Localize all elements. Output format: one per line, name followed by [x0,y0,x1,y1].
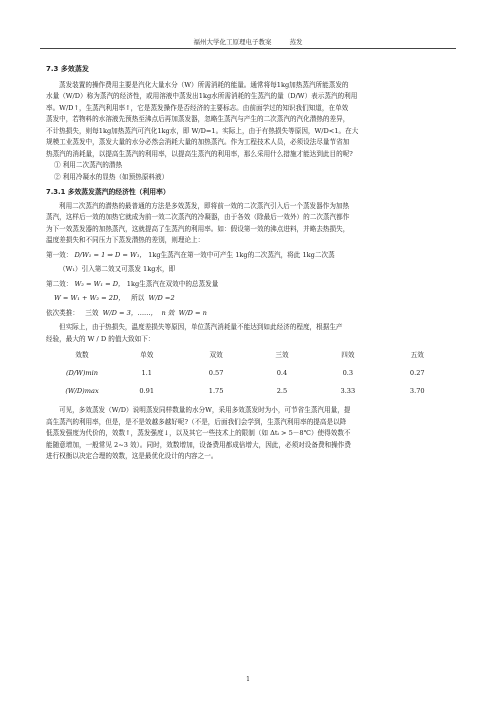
header-topic: 蒸发 [289,38,303,46]
first-effect-text: 1kg生蒸汽在第一效中可产生 1kg的二次蒸汽，将此 1kg二次蒸 [148,250,335,259]
table-cell: 1.1 [141,369,152,378]
conclusion-line-4: 能随意增加，一般常见 2~3 效）。同时，效数增加，设备费用都成倍增大，因此，必须对设备费和操作费 [46,440,351,449]
table-row-label: (W/D)max [65,387,99,396]
table-cell: 0.4 [276,369,288,378]
first-effect-continued: （W₁）引入第二效又可蒸发 1kg水，即 [59,265,176,273]
first-effect-label: 第一效： [46,250,73,259]
table-row-label: (D/W)min [65,369,99,378]
first-effect-equation [46,250,456,262]
sequence-label: 依次类推： [46,308,79,317]
intro-line-2: 水量（W/D）称为蒸汽的经济性，或用溶液中蒸发出1kg水所需消耗的生蒸汽的量（D/W）表示蒸汽的利用 [46,92,358,100]
sequence-equation [46,308,456,320]
body-line-4: 温度差损失和不同压力下蒸发潜热的差别，则理论上： [46,236,205,244]
second-effect-text: 1kg生蒸汽在双效中的总蒸发量 [126,279,219,288]
section-title: 7.3 多效蒸发 [46,65,89,73]
table-cell: 0.57 [208,369,224,378]
total-ratio: W/D =2 [148,294,175,302]
header-university: 福州大学化工原理电子教案 [193,38,272,46]
page-number: 1 [246,676,250,683]
first-effect-formula: D/W₁ = 1 ⇒ D = W₁， [74,250,147,259]
table-header-cell: 双效 [209,351,223,360]
page-content [46,64,456,463]
list-item: ① 利用二次蒸汽的潜热 [54,161,123,169]
second-effect-equation [46,279,456,291]
body-line-2: 蒸汽，这样后一效的加热它就成为前一效二次蒸汽的冷凝器，由于各效（除最后一效外）的二次蒸汽都作 [46,213,350,221]
intro-line-1: 蒸发装置的操作费用主要是汽化大量水分（W）所需消耗的能量。通常将每1kg加热蒸汽所能蒸发的 [59,80,349,89]
total-equation [54,293,456,305]
n-effect-label: n 效 [161,308,175,317]
three-effect-label: 三效 [85,308,99,317]
table-header-row [52,347,452,365]
table-cell: 2.5 [276,387,288,396]
intro-line-7: 热蒸汽的消耗量，以提高生蒸汽的利用率，以提高生蒸汽的利用率，那么采用什么措施才能达到此目的呢? [46,149,353,158]
table-row [52,383,452,401]
table-cell: 3.33 [340,387,356,396]
body-line-3: 为下一效蒸发器的加热蒸汽，这就提高了生蒸汽的利用率。如：假设第一效的沸点进料，并略去热损失， [46,224,350,233]
practice-line-2: 经验，最大的 W / D 的值大致如下： [46,334,155,343]
three-effect-formula: W/D = 3，……， [102,308,158,317]
so-text: 所以 [131,294,145,302]
intro-line-6: 规模工业蒸发中，蒸发大量的水分必然会消耗大量的加热蒸汽。作为工程技术人员，必须设法尽量节省加 [46,138,350,146]
table-header-cell: 单效 [140,351,154,360]
second-effect-formula: W₂ = W₁ = D， [74,279,125,288]
second-effect-label: 第二效： [46,279,73,288]
conclusion-line-5: 进行权衡以决定合理的效数，这是最优化设计的内容之一。 [46,452,218,460]
table-header-cell: 三效 [275,351,289,360]
effects-table [52,347,452,401]
conclusion-line-1: 可见，多效蒸发（W/D）说明蒸发同样数量的水分W，采用多效蒸发时为小，可节省生蒸汽用量，提 [59,406,351,414]
table-row [52,365,452,383]
list-item: ② 利用冷凝水的显热（如预热原料液） [54,172,169,181]
conclusion-line-3: 低蒸发强度为代价的，效数↑，蒸发强度↓，以及其它一些技术上的限制（如 Δtᵢ > 5－8℃）使得效数不 [46,429,351,437]
intro-line-5: 不计热损失，则每1kg加热蒸汽可汽化1kg水，即 W/D=1。实际上，由于有热损失等原因，W/D<1。在大 [46,126,359,135]
table-cell: 1.75 [208,387,224,396]
body-line-1: 利用二次蒸汽的潜热的最普通的方法是多效蒸发，即将前一效的二次蒸汽引入后一个蒸发器作为加热 [59,201,350,210]
practice-line-1: 但实际上，由于热损失，温度差损失等原因，单位蒸汽消耗量不能达到如此经济的程度，根据生产 [59,323,343,331]
table-cell: 3.70 [409,387,425,396]
table-header-cell: 五效 [410,351,424,360]
subsection-title: 7.3.1 多效蒸发蒸汽的经济性（利用率） [46,188,170,196]
table-cell: 0.27 [409,369,425,378]
intro-line-3: 率。W/D↑，生蒸汽利用率↑，它是蒸发操作是否经济的主要标志。由前面学过的知识我们知道，在单效 [46,103,349,112]
table-header-cell: 效数 [75,351,89,360]
total-formula: W = W₁ + W₂ = 2D， [54,294,125,302]
intro-line-4: 蒸发中，若物料的水溶液先预热至沸点后再加蒸发器，忽略生蒸汽与产生的二次蒸汽的汽化潜热的差异， [46,115,350,123]
table-cell: 0.3 [342,369,354,378]
table-header-cell: 四效 [341,351,355,360]
n-effect-formula: W/D = n [178,308,207,317]
conclusion-line-2: 高生蒸汽的利用率，但是，是不是效越多越好呢?（不是，后面我们会学到，生蒸汽利用率的提高是以降 [46,417,347,426]
page-header [40,36,456,49]
table-cell: 0.91 [139,387,155,396]
